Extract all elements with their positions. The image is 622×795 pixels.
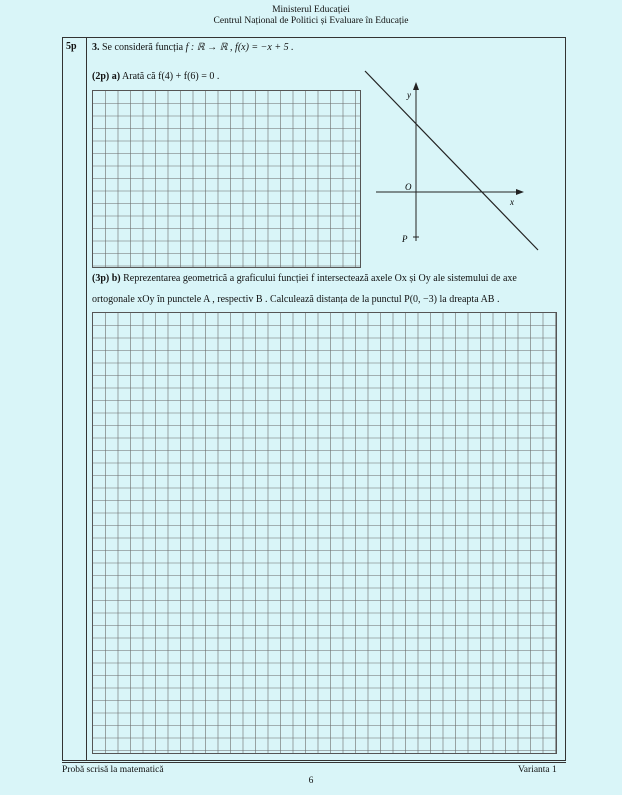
footer-left: Probă scrisă la matematică bbox=[62, 765, 164, 775]
function-graph bbox=[360, 66, 550, 256]
header-ministry: Ministerul Educației bbox=[272, 5, 350, 15]
problem-number: 3. bbox=[92, 42, 100, 53]
footer-rule bbox=[62, 762, 566, 763]
score-column bbox=[63, 38, 87, 760]
function-definition: f : ℝ → ℝ , f(x) = −x + 5 . bbox=[185, 42, 294, 53]
part-b-line1 bbox=[92, 273, 517, 284]
header-center: Centrul Național de Politici și Evaluare în Educație bbox=[213, 16, 409, 26]
part-b-points: (3p) bbox=[92, 273, 110, 284]
part-a-text: Arată că f(4) + f(6) = 0 . bbox=[122, 71, 220, 82]
score-label: 5p bbox=[66, 41, 77, 52]
graph-svg bbox=[360, 66, 550, 256]
answer-grid-b[interactable] bbox=[92, 312, 557, 754]
footer-right: Varianta 1 bbox=[518, 765, 557, 775]
function-line bbox=[365, 71, 538, 250]
problem-frame bbox=[62, 37, 566, 761]
part-b-text-2: ortogonale xOy în punctele A , respectiv B . Calculează distanța de la punctul P(0, −3) la dreapta AB . bbox=[92, 294, 500, 305]
problem-intro: Se consideră funcția bbox=[102, 42, 184, 53]
page-header bbox=[0, 5, 622, 27]
part-b-text-1: Reprezentarea geometrică a graficului funcției f intersectează axele Ox și Oy ale sistemului de axe bbox=[123, 273, 517, 284]
grid-lines bbox=[93, 313, 556, 753]
x-axis-arrow bbox=[516, 189, 524, 195]
part-a-statement bbox=[92, 71, 219, 82]
part-a-letter: a) bbox=[111, 71, 121, 82]
y-axis-arrow bbox=[413, 82, 419, 90]
part-a-points: (2p) bbox=[92, 71, 110, 82]
y-axis-label: y bbox=[407, 90, 411, 100]
part-b-line2 bbox=[92, 294, 499, 305]
page-number: 6 bbox=[308, 776, 314, 786]
answer-grid-a[interactable] bbox=[92, 90, 361, 268]
grid-lines bbox=[93, 91, 360, 267]
origin-label: O bbox=[405, 182, 412, 192]
part-b-letter: b) bbox=[111, 273, 121, 284]
x-axis-label: x bbox=[510, 197, 514, 207]
problem-statement bbox=[92, 42, 294, 53]
point-p-label: P bbox=[402, 234, 408, 244]
